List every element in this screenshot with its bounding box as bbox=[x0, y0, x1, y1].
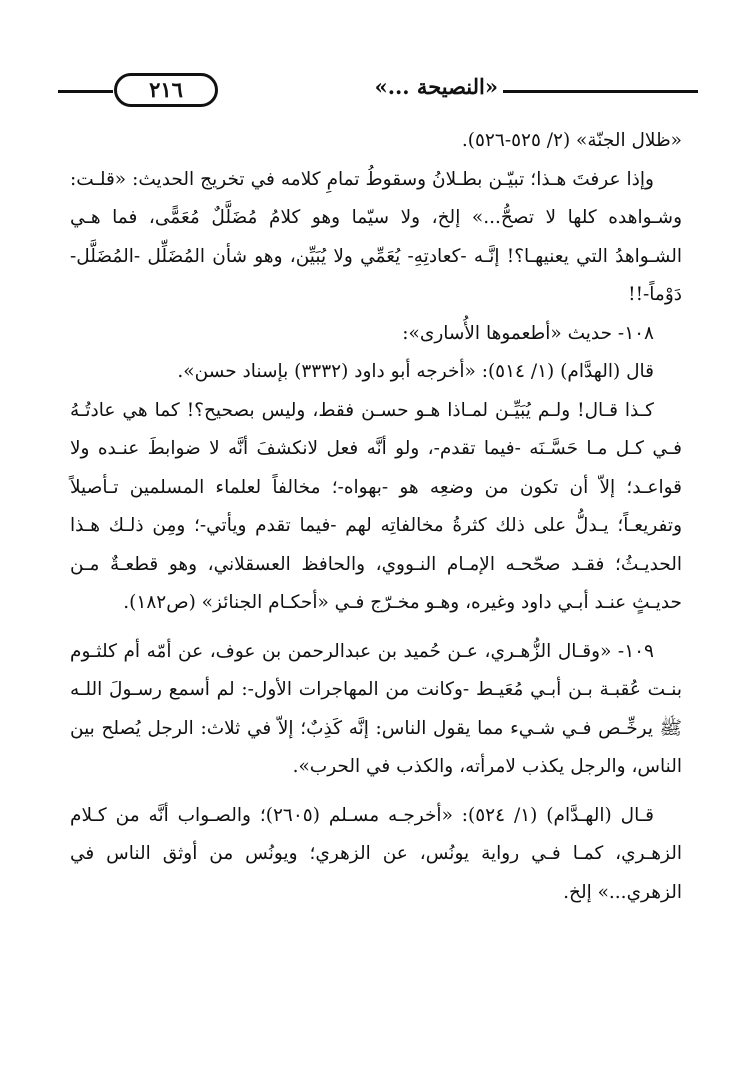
paragraph-quote-109: قـال (الهـدَّام) (١/ ٥٢٤): «أخرجـه مسـلم (٢٦٠٥)؛ والصـواب أنَّه من كـلام الزهـري، كمـا فـي رواية يونُس، عن الزهري؛ ويونُس من أوثق الناس في الزهري...» إلخ. bbox=[70, 804, 682, 903]
hadith-109-text: ١٠٩- «وقـال الزُّهـري، عـن حُميد بن عبدالرحمن بن عوف، عن أمّه أم كلثـوم بنـت عُقبـة بـن أبـي مُعَيـط -وكانت من المهاجرات الأول-: لم أسمع رسـولَ اللـه ﷺ يرخِّـص فـي شـيء مما يقول الناس: إنَّه كَذِبٌ؛ إلاّ في ثلاث: الرجل يُصلح بين الناس، والرجل يكذب لامرأته، والكذب في الحرب». bbox=[70, 640, 682, 777]
paragraph-citation-continuation: «ظلال الجنّة» (٢/ ٥٢٥-٥٢٦). bbox=[461, 130, 682, 151]
running-title: «النصيحة ...» bbox=[374, 74, 498, 99]
header-rule-left bbox=[58, 90, 113, 93]
paragraph-response-108: كـذا قـال! ولـم يُبَيِّـن لمـاذا هـو حسـن فقط، وليس بصحيح؟! كما هي عادتُـهُ فـي كـل مـا حَسَّـنَه -فيما تقدم-، ولو أنَّه فعل لانكشفَ أنَّه لا ضوابطَ عنـده ولا قواعـد؛ إلاّ أن تكون من وضعِه هو -بهواه-؛ مخالفاً لعلماء المسلمين تـأصيلاً وتفريعـاً؛ يـدلُّ على ذلك كثرةُ مخالفاتِه لهم -فيما تقدم ويأتي-؛ ومِن ذلـك هـذا الحديـثُ؛ فقـد صحّحـه الإمـام النـووي، والحافظ العسقلاني، وهو قطعـةٌ مـن حديـثٍ عنـد أبـي داود وغيره، وهـو مخـرّج فـي «أحكـام الجنائز» (ص١٨٢). bbox=[70, 399, 682, 613]
hadith-heading-108: ١٠٨- حديث «أطعموها الأُسارى»: bbox=[402, 322, 654, 344]
header-rule-right bbox=[503, 90, 698, 93]
paragraph-quote-108: قال (الهدَّام) (١/ ٥١٤): «أخرجه أبو داود (٣٣٣٢) بإسناد حسن». bbox=[177, 361, 654, 382]
page-header bbox=[58, 70, 698, 110]
page-body bbox=[70, 122, 682, 912]
paragraph-critique-shawahid: وإذا عرفتَ هـذا؛ تبيّـن بطـلانُ وسقوطُ تمامِ كلامه في تخريج الحديث: «قلـت: وشـواهده كلها لا تصحُّ...» إلخ، ولا سيّما وهو كلامُ مُضَلَّلٌ مُعَمًّى، فما هـي الشـواهدُ التي يعنيهـا؟! إنَّـه -كعادتِهِ- يُعَمِّي ولا يُبَيِّن، وهو شأن المُضَلِّل -المُضَلَّل-دَوْماً-!! bbox=[70, 168, 682, 305]
page-number: ٢١٦ bbox=[114, 73, 218, 107]
